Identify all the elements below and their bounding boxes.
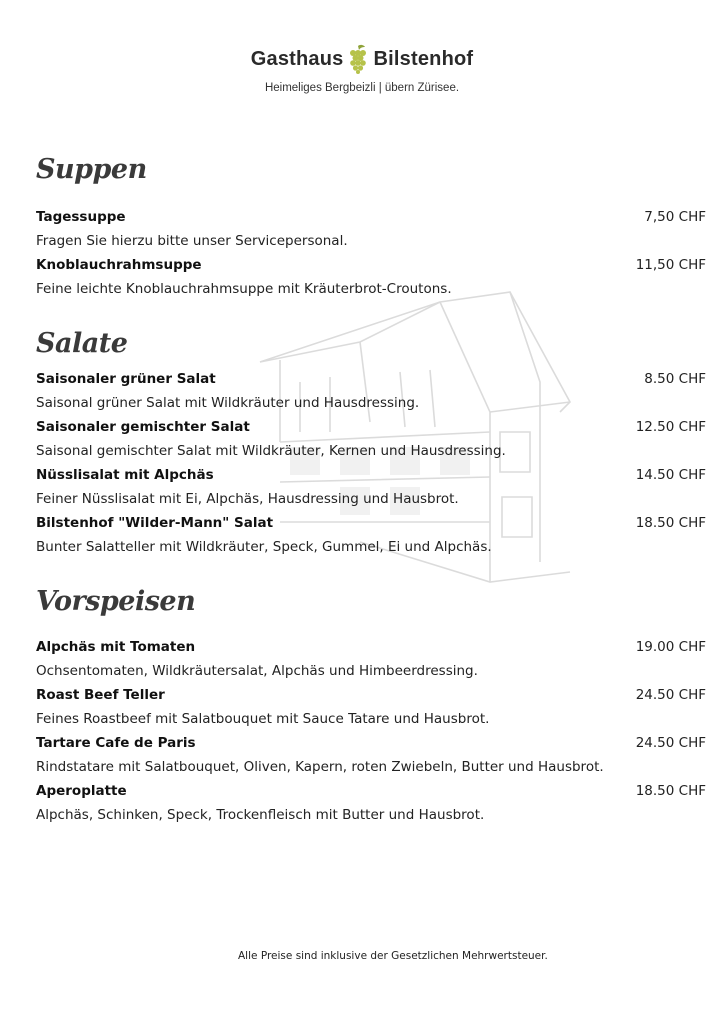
item-name: Nüsslisalat mit Alpchäs <box>36 467 214 483</box>
menu-item <box>36 511 706 559</box>
menu-item <box>36 635 706 683</box>
item-description: Saisonal grüner Salat mit Wildkräuter und Hausdressing. <box>36 395 420 411</box>
section-vorspeisen <box>36 586 706 827</box>
section-title-salate: Salate <box>36 328 128 359</box>
menu-header <box>0 44 724 94</box>
item-description: Saisonal gemischter Salat mit Wildkräuter, Kernen und Hausdressing. <box>36 443 506 459</box>
item-name: Aperoplatte <box>36 783 127 799</box>
menu-item <box>36 463 706 511</box>
menu-item <box>36 779 706 827</box>
item-price: 24.50 CHF <box>635 735 706 751</box>
item-price: 18.50 CHF <box>635 783 706 799</box>
menu-item <box>36 731 706 779</box>
menu-item <box>36 367 706 415</box>
item-price: 14.50 CHF <box>635 467 706 483</box>
section-salate <box>36 328 706 559</box>
section-suppen <box>36 154 706 301</box>
item-description: Ochsentomaten, Wildkräutersalat, Alpchäs und Himbeerdressing. <box>36 663 478 679</box>
item-name: Roast Beef Teller <box>36 687 165 703</box>
item-price: 8.50 CHF <box>644 371 706 387</box>
item-name: Tartare Cafe de Paris <box>36 735 196 751</box>
item-description: Feiner Nüsslisalat mit Ei, Alpchäs, Hausdressing und Hausbrot. <box>36 491 459 507</box>
item-price: 11,50 CHF <box>635 257 706 273</box>
brand-name-right: Bilstenhof <box>373 47 474 70</box>
item-price: 12.50 CHF <box>635 419 706 435</box>
brand-logo <box>0 44 724 74</box>
tagline: Heimeliges Bergbeizli | übern Zürisee. <box>264 82 460 94</box>
item-description: Fragen Sie hierzu bitte unser Servicepersonal. <box>36 233 348 249</box>
item-price: 24.50 CHF <box>635 687 706 703</box>
menu-item <box>36 253 706 301</box>
item-name: Alpchäs mit Tomaten <box>36 639 196 655</box>
item-description: Bunter Salatteller mit Wildkräuter, Speck, Gummel, Ei und Alpchäs. <box>36 539 492 555</box>
item-name: Bilstenhof "Wilder-Mann" Salat <box>36 515 274 531</box>
item-description: Rindstatare mit Salatbouquet, Oliven, Kapern, roten Zwiebeln, Butter und Hausbrot. <box>36 759 604 775</box>
item-name: Knoblauchrahmsuppe <box>36 257 202 273</box>
item-price: 18.50 CHF <box>635 515 706 531</box>
item-name: Tagessuppe <box>36 209 126 225</box>
item-name: Saisonaler gemischter Salat <box>36 419 250 435</box>
grape-icon <box>347 44 369 74</box>
section-title-vorspeisen: Vorspeisen <box>36 586 196 617</box>
item-description: Alpchäs, Schinken, Speck, Trockenfleisch mit Butter und Hausbrot. <box>36 807 485 823</box>
menu-item <box>36 415 706 463</box>
item-name: Saisonaler grüner Salat <box>36 371 216 387</box>
menu-item <box>36 683 706 731</box>
item-price: 19.00 CHF <box>635 639 706 655</box>
section-title-suppen: Suppen <box>36 154 147 185</box>
menu-item <box>36 205 706 253</box>
item-description: Feine leichte Knoblauchrahmsuppe mit Kräuterbrot-Croutons. <box>36 281 452 297</box>
item-description: Feines Roastbeef mit Salatbouquet mit Sauce Tatare und Hausbrot. <box>36 711 490 727</box>
brand-name-left: Gasthaus <box>250 47 344 70</box>
item-price: 7,50 CHF <box>644 209 706 225</box>
vat-footnote: Alle Preise sind inklusive der Gesetzlichen Mehrwertsteuer. <box>238 950 548 962</box>
